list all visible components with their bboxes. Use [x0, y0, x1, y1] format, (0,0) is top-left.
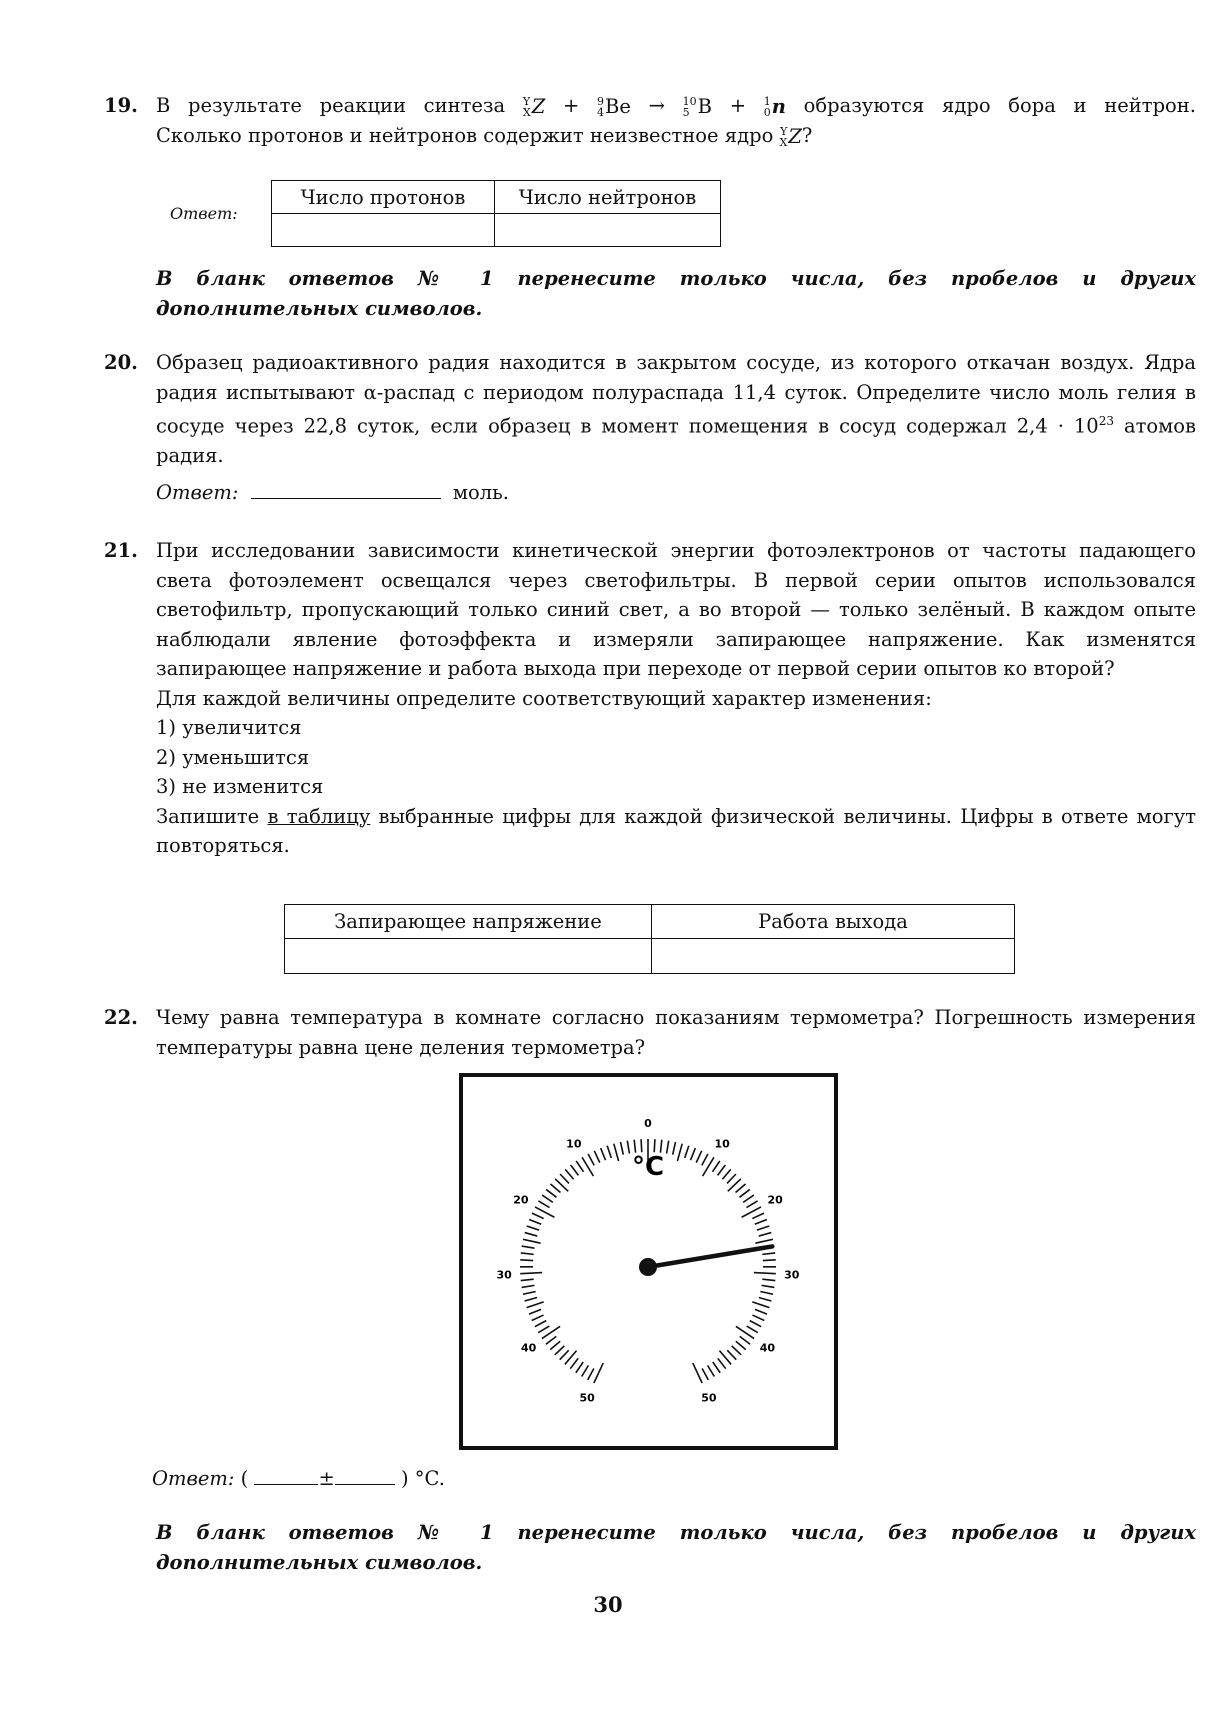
scale-tick	[546, 1189, 556, 1197]
table-header: Число протонов	[272, 181, 495, 214]
scale-tick	[702, 1368, 708, 1379]
scale-tick	[660, 1140, 661, 1153]
scale-label-left: 30	[496, 1268, 512, 1282]
scale-tick	[654, 1139, 655, 1152]
option-item: 3) не изменится	[156, 775, 324, 798]
scale-tick	[546, 1336, 556, 1344]
scale-tick	[607, 1146, 611, 1158]
scale-tick	[708, 1365, 715, 1376]
thermometer-frame	[459, 1073, 838, 1450]
scale-tick	[601, 1148, 606, 1160]
answer-label: Ответ:	[156, 481, 239, 504]
nuclide-be: 9 4 Be	[597, 94, 631, 119]
scale-label-right: 40	[759, 1341, 776, 1355]
scale-tick	[525, 1298, 538, 1301]
scale-label-right: 20	[767, 1193, 783, 1207]
scale-tick	[523, 1291, 536, 1294]
scale-tick	[555, 1346, 564, 1355]
scale-tick	[529, 1219, 541, 1224]
scale-tick	[627, 1141, 629, 1154]
scale-tick	[570, 1358, 578, 1368]
scale-tick	[677, 1144, 682, 1161]
neutrons-input-cell[interactable]	[495, 214, 721, 247]
question-text: При исследовании зависимости кинетической энергии фотоэлектронов от частоты падающего света фотоэлемент освещался через светофильтры. В первой серии опытов использовался светофильтр, пропускающий только синий свет, а во второй — только зелёный. В каждом опыте наблюдали явление фотоэффекта и измеряли запирающее напряжение. Как изменятся запирающее напряжение и работа выхода при переходе от первой серии опытов ко второй?	[156, 539, 1196, 680]
scale-tick	[520, 1273, 542, 1274]
note-22: В бланк ответов № 1 перенесите только числа, без пробелов и других дополнительных символов.	[156, 1521, 1196, 1574]
scale-tick	[576, 1362, 583, 1373]
answer-label: Ответ:	[170, 204, 238, 223]
scale-tick	[560, 1174, 569, 1183]
scale-tick	[713, 1362, 720, 1373]
scale-tick	[722, 1169, 730, 1179]
nuclide-b: 10 5 B	[682, 94, 713, 119]
needle	[648, 1246, 772, 1267]
table-header: Число нейтронов	[495, 181, 721, 214]
scale-tick	[718, 1165, 726, 1175]
question-text: В результате реакции синтеза	[156, 94, 506, 117]
scale-tick	[565, 1169, 573, 1179]
scale-label-zero: 0	[644, 1117, 652, 1130]
scale-tick	[736, 1184, 746, 1192]
error-input[interactable]	[335, 1466, 395, 1485]
question-number: 19.	[104, 94, 138, 117]
question-19-line-2: Сколько протонов и нейтронов содержит неизвестное ядро Y X Z ?	[156, 121, 1196, 151]
scale-label-left: 20	[513, 1193, 529, 1207]
scale-tick	[551, 1184, 561, 1192]
protons-input-cell[interactable]	[272, 214, 495, 247]
scale-tick	[763, 1260, 776, 1261]
question-text: Образец радиоактивного радия находится в закрытом сосуде, из которого откачан воздух. Ядра радия испытывают α-распад с периодом полураспада 11,4 суток. Определите число моль гелия в сосуде через 22,8 суток, если образец в момент помещения в сосуд содержал 2,4 · 10	[156, 351, 1196, 438]
table-header: Работа выхода	[652, 905, 1015, 939]
scale-tick	[522, 1285, 535, 1287]
scale-tick	[759, 1233, 772, 1236]
scale-tick	[752, 1302, 769, 1308]
scale-label-right: 10	[714, 1137, 730, 1151]
table-header: Запирающее напряжение	[285, 905, 652, 939]
question-number: 22.	[104, 1006, 138, 1029]
scale-tick	[582, 1365, 589, 1376]
scale-tick	[754, 1273, 776, 1274]
answer-20	[156, 480, 509, 504]
scale-tick	[522, 1246, 535, 1248]
scale-tick	[752, 1315, 764, 1320]
question-19	[104, 91, 1196, 152]
scale-label-right: 50	[701, 1391, 717, 1405]
scale-tick	[523, 1239, 541, 1243]
scale-tick	[760, 1291, 773, 1294]
scale-tick	[696, 1151, 701, 1163]
scale-tick	[641, 1139, 642, 1152]
scale-tick	[762, 1285, 775, 1287]
scale-tick	[718, 1358, 726, 1368]
scale-tick	[594, 1151, 599, 1163]
unit-label: моль.	[452, 481, 509, 504]
question-22	[104, 1003, 1196, 1062]
needle-pivot	[639, 1258, 657, 1276]
arrow-icon: →	[648, 94, 665, 117]
question-text: Чему равна температура в комнате согласно показаниям термометра? Погрешность измерения температуры равна цене деления термометра?	[156, 1006, 1196, 1059]
scale-tick	[532, 1213, 544, 1218]
scale-tick	[727, 1350, 736, 1359]
answer-label: Ответ:	[152, 1467, 235, 1490]
scale-tick	[521, 1253, 534, 1254]
scale-tick	[762, 1279, 775, 1280]
scale-tick	[550, 1341, 560, 1349]
scale-label-left: 40	[520, 1341, 537, 1355]
question-number: 21.	[104, 539, 138, 562]
scale-tick	[685, 1146, 689, 1158]
page-number: 30	[593, 1592, 623, 1617]
scale-tick	[750, 1321, 761, 1327]
question-19-line-1: В результате реакции синтеза Y X Z + 9 4 Be → 10 5 B + 1 0 n образуются ядро бора и нейтрон.	[156, 91, 1196, 121]
scale-tick	[693, 1363, 702, 1383]
scale-tick	[759, 1298, 772, 1301]
scale-tick	[736, 1341, 746, 1349]
scale-label-left: 10	[566, 1137, 582, 1151]
unit-label: °C	[631, 1152, 665, 1182]
plus-minus-sign: ±	[318, 1467, 335, 1490]
scale-tick	[667, 1141, 669, 1154]
answer-table-19	[271, 180, 721, 247]
scale-tick	[594, 1363, 603, 1383]
scale-label-right: 30	[784, 1268, 800, 1282]
question-text: Сколько протонов и нейтронов содержит неизвестное ядро	[156, 124, 774, 148]
nuclide-z: Y X Z	[522, 94, 546, 119]
answer-input[interactable]	[251, 480, 441, 499]
scale-tick	[752, 1213, 764, 1218]
option-item: 1) увеличится	[156, 716, 302, 739]
work-function-input-cell[interactable]	[652, 939, 1015, 974]
scale-tick	[755, 1309, 767, 1314]
scale-tick	[634, 1140, 635, 1153]
scale-tick	[755, 1239, 773, 1243]
scale-tick	[712, 1161, 719, 1172]
instruction-text: Для каждой величины определите соответствующий характер изменения:	[156, 686, 932, 710]
scale-tick	[588, 1154, 594, 1165]
scale-tick	[532, 1315, 544, 1320]
answer-22: Ответ: ( ± ) °C.	[152, 1467, 445, 1490]
scale-tick	[538, 1326, 549, 1333]
scale-label-left: 50	[579, 1391, 595, 1405]
value-input[interactable]	[254, 1466, 318, 1485]
scale-tick	[576, 1161, 583, 1172]
voltage-input-cell[interactable]	[285, 939, 652, 974]
scale-tick	[614, 1144, 619, 1161]
scale-tick	[673, 1142, 676, 1155]
scale-tick	[740, 1336, 750, 1344]
thermometer-dial	[463, 1077, 834, 1446]
scale-tick	[520, 1260, 533, 1261]
write-instruction: Запишите в таблицу выбранные цифры для каждой физической величины. Цифры в ответе могут повторяться.	[156, 804, 1197, 857]
question-20: 20. Образец радиоактивного радия находится в закрытом сосуде, из которого откачан воздух. Ядра радия испытывают α-распад с периодом полураспада 11,4 суток. Определите число моль гелия в сосуде через 22,8 суток, если образец в момент помещения в сосуд содержал $2,4 \cdot 10^{23}$ атомов радия.	[104, 348, 1196, 471]
scale-tick	[757, 1226, 769, 1230]
nuclide-z: Y X Z	[779, 124, 802, 149]
question-21	[104, 536, 1196, 861]
scale-tick	[521, 1279, 534, 1280]
scale-tick	[527, 1302, 544, 1308]
scale-tick	[529, 1309, 541, 1314]
scale-tick	[727, 1174, 736, 1183]
scale-tick	[621, 1142, 624, 1155]
unit-label: ) °C.	[401, 1467, 445, 1490]
scale-tick	[588, 1368, 594, 1379]
scale-tick	[702, 1154, 708, 1165]
answer-table-21	[284, 904, 1015, 974]
scale-tick	[739, 1189, 749, 1197]
scale-tick	[542, 1195, 553, 1202]
scale-tick	[747, 1326, 758, 1333]
scale-tick	[691, 1148, 696, 1160]
scale-tick	[762, 1253, 775, 1254]
scale-tick	[732, 1346, 741, 1355]
note-19: В бланк ответов № 1 перенесите только числа, без пробелов и других дополнительных символов.	[156, 267, 1196, 320]
scale-tick	[743, 1195, 754, 1202]
scale-tick	[560, 1350, 569, 1359]
scale-tick	[527, 1226, 539, 1230]
nuclide-n: 1 0 n	[763, 94, 786, 119]
scale-tick	[535, 1321, 546, 1327]
scale-tick	[538, 1201, 549, 1208]
question-number: 20.	[104, 351, 138, 374]
scale-tick	[525, 1233, 538, 1236]
scale-tick	[755, 1219, 767, 1224]
scale-tick	[571, 1165, 579, 1175]
scale-tick	[746, 1201, 757, 1208]
question-text: образуются ядро бора и нейтрон.	[803, 94, 1196, 117]
option-item: 2) уменьшится	[156, 745, 310, 769]
